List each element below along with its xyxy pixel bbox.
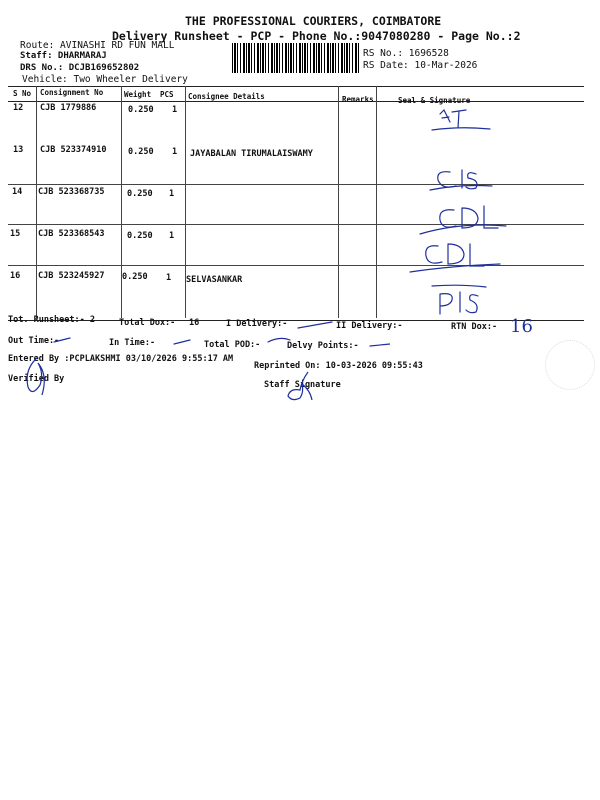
staff-signature: Staff Signature bbox=[264, 380, 341, 390]
row-sno: 15 bbox=[10, 229, 21, 239]
row-consignment: CJB 523374910 bbox=[40, 145, 107, 155]
barcode bbox=[232, 43, 360, 73]
col-weight: Weight bbox=[124, 90, 152, 99]
drs-number: DRS No.: DCJB169652802 bbox=[20, 63, 140, 73]
route-label: Route: AVINASHI RD FUN MALL bbox=[20, 40, 175, 51]
ink-stroke bbox=[174, 340, 190, 344]
col-divider bbox=[36, 86, 37, 318]
ink-stroke bbox=[440, 210, 456, 227]
ink-stroke bbox=[440, 110, 466, 128]
row-consignee: SELVASANKAR bbox=[186, 275, 243, 285]
col-pcs: PCS bbox=[160, 90, 174, 99]
row-weight: 0.250 bbox=[122, 272, 148, 282]
row-sno: 13 bbox=[13, 145, 24, 155]
ink-stroke bbox=[27, 357, 44, 395]
rtn-dox-label: RTN Dox:- bbox=[451, 322, 498, 332]
ink-stroke bbox=[288, 372, 312, 400]
col-divider bbox=[338, 86, 339, 318]
ink-stroke bbox=[448, 244, 484, 266]
entered-by: Entered By :PCPLAKSHMI 03/10/2026 9:55:17 AM bbox=[8, 354, 234, 364]
table-top-rule bbox=[8, 86, 584, 87]
row-pcs: 1 bbox=[172, 105, 178, 115]
ii-delivery-label: II Delivery:- bbox=[336, 321, 403, 331]
ink-stroke bbox=[298, 322, 332, 328]
out-time-label: Out Time:- bbox=[8, 336, 60, 346]
vehicle-label: Vehicle: Two Wheeler Delivery bbox=[22, 74, 188, 85]
total-pod-label: Total POD:- bbox=[204, 340, 261, 350]
ink-stroke bbox=[370, 344, 390, 346]
row-weight: 0.250 bbox=[127, 231, 153, 241]
col-seal: Seal & Signature bbox=[398, 96, 471, 105]
total-dox-label: Total Dox:- bbox=[119, 318, 176, 328]
ink-stroke bbox=[438, 172, 456, 187]
row-sno: 12 bbox=[13, 103, 24, 113]
tot-runsheet: Tot. Runsheet:- 2 bbox=[8, 315, 95, 325]
ink-stroke bbox=[432, 285, 486, 287]
row-pcs: 1 bbox=[166, 273, 172, 283]
verified-by: Verified By bbox=[8, 374, 65, 384]
col-divider bbox=[121, 86, 122, 318]
runsheet-title: Delivery Runsheet - PCP - Phone No.:9047080280 - Page No.:2 bbox=[112, 29, 521, 43]
col-consignment: Consignment No bbox=[40, 88, 104, 97]
row-consignment: CJB 523368735 bbox=[38, 187, 105, 197]
ink-stroke bbox=[420, 225, 506, 234]
row-weight: 0.250 bbox=[127, 189, 153, 199]
rs-date: RS Date: 10-Mar-2026 bbox=[363, 60, 478, 71]
row-consignee: JAYABALAN TIRUMALAISWAMY bbox=[190, 149, 313, 159]
ink-stroke bbox=[426, 246, 442, 263]
ink-stroke bbox=[268, 338, 290, 342]
handwritten-dashes bbox=[40, 318, 390, 352]
col-divider bbox=[376, 86, 377, 318]
row-pcs: 1 bbox=[169, 189, 175, 199]
col-sno: S No bbox=[13, 89, 32, 98]
row-weight: 0.250 bbox=[128, 147, 154, 157]
staff-signature-mark bbox=[282, 370, 318, 404]
row-pcs: 1 bbox=[172, 147, 178, 157]
staff-label: Staff: DHARMARAJ bbox=[20, 51, 107, 61]
reprinted-on: Reprinted On: 10-03-2026 09:55:43 bbox=[254, 361, 423, 371]
rtn-dox-handwritten: 16 bbox=[510, 316, 533, 337]
row-pcs: 1 bbox=[169, 231, 175, 241]
rs-number: RS No.: 1696528 bbox=[363, 48, 449, 59]
row-consignment: CJB 1779886 bbox=[40, 103, 97, 113]
row-consignment: CJB 523368543 bbox=[38, 229, 105, 239]
row-weight: 0.250 bbox=[128, 105, 154, 115]
total-dox-value: 16 bbox=[189, 318, 200, 328]
ink-stroke bbox=[430, 186, 492, 191]
col-consignee: Consignee Details bbox=[188, 92, 265, 101]
delvy-points-label: Delvy Points:- bbox=[287, 341, 359, 351]
verifier-signature bbox=[18, 355, 58, 400]
row-sno: 14 bbox=[12, 187, 23, 197]
ink-stroke bbox=[410, 264, 500, 272]
in-time-label: In Time:- bbox=[109, 338, 156, 348]
company-title: THE PROFESSIONAL COURIERS, COIMBATORE bbox=[185, 14, 442, 28]
ink-stroke bbox=[440, 292, 478, 314]
ink-stroke bbox=[432, 128, 490, 130]
faint-stamp bbox=[545, 340, 595, 390]
handwritten-marks bbox=[380, 100, 580, 320]
col-remarks: Remarks bbox=[342, 95, 374, 104]
i-delivery-label: I Delivery:- bbox=[226, 319, 288, 329]
row-consignment: CJB 523245927 bbox=[38, 271, 105, 281]
row-sno: 16 bbox=[10, 271, 21, 281]
ink-stroke bbox=[54, 338, 70, 342]
